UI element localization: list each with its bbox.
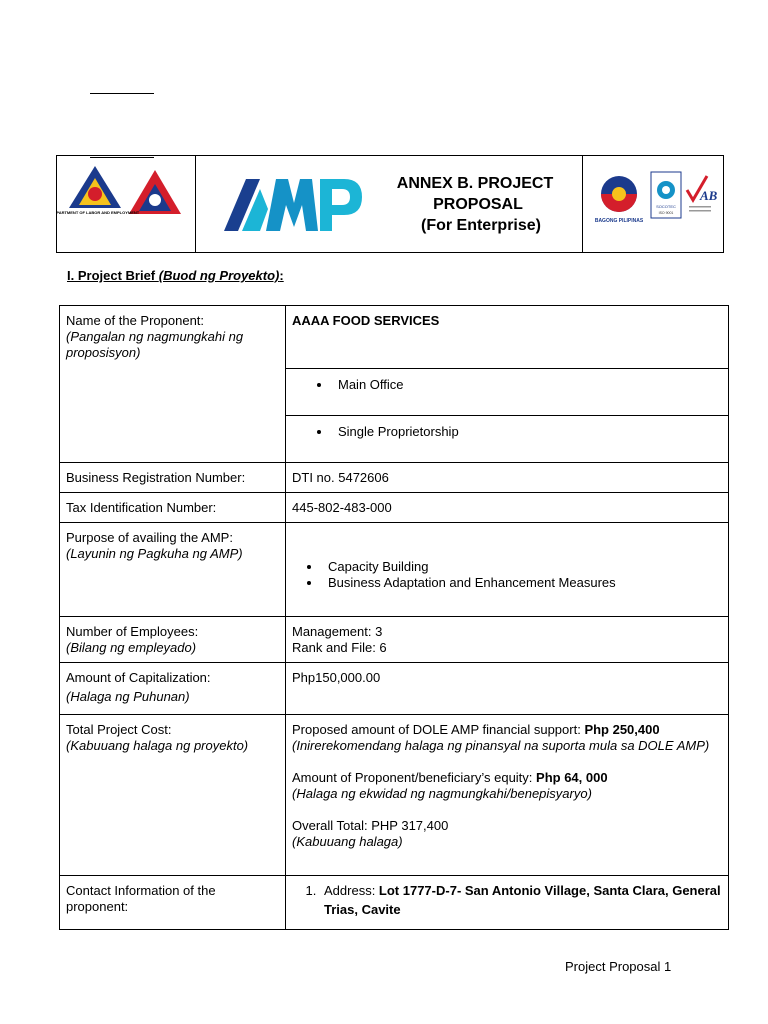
- title-line-3: (For Enterprise): [420, 216, 541, 234]
- project-brief-table: [59, 305, 729, 930]
- dole-logo-cell: [57, 156, 196, 253]
- ownership-cell: [286, 416, 729, 463]
- overall-total-it: (Kabuuang halaga): [292, 834, 403, 849]
- address-value: Lot 1777-D-7- San Antonio Village, Santa Clara, General Trias, Cavite: [324, 883, 721, 917]
- tin-value: 445-802-483-000: [286, 493, 729, 523]
- contact-value-cell: [286, 876, 729, 930]
- cost-label-cell: [60, 715, 286, 876]
- equity-label: Amount of Proponent/beneficiary’s equity:: [292, 770, 537, 785]
- capital-value: Php150,000.00: [286, 663, 729, 715]
- capital-label-it: (Halaga ng Puhunan): [66, 689, 190, 704]
- page-footer: Project Proposal 1: [565, 959, 672, 974]
- proponent-label-cell: [60, 306, 286, 463]
- tin-label: Tax Identification Number:: [60, 493, 286, 523]
- title-cell: [196, 156, 583, 253]
- proponent-label: Name of the Proponent:: [66, 313, 205, 328]
- support-value: Php 250,400: [584, 722, 660, 737]
- bagong-pilipinas-caption: BAGONG PILIPINAS: [594, 218, 644, 224]
- purpose-value-cell: [286, 523, 729, 617]
- header-table: [56, 155, 724, 253]
- cert-logos-cell: [583, 156, 724, 253]
- dole-caption: DEPARTMENT OF LABOR AND EMPLOYMENT: [57, 210, 140, 215]
- amp-logo: [220, 169, 380, 239]
- purpose-label: Purpose of availing the AMP:: [66, 530, 233, 545]
- contact-label: Contact Information of the proponent:: [60, 876, 286, 930]
- section-title-text: I. Project Brief: [67, 268, 159, 283]
- office-cell: [286, 369, 729, 416]
- purpose-label-it: (Layunin ng Pagkuha ng AMP): [66, 546, 243, 561]
- proponent-value-cell: [286, 306, 729, 369]
- purpose-item: • Business Adaptation and Enhancement Measures: [322, 575, 722, 591]
- cost-label: Total Project Cost:: [66, 722, 172, 737]
- ab-logo: [687, 176, 718, 212]
- employees-value-cell: [286, 617, 729, 663]
- support-label: Proposed amount of DOLE AMP financial support:: [292, 722, 585, 737]
- cost-label-it: (Kabuuang halaga ng proyekto): [66, 738, 249, 753]
- support-label-it: (Inirerekomendang halaga ng pinansyal na suporta mula sa DOLE AMP): [292, 738, 710, 753]
- capital-label-cell: [60, 663, 286, 715]
- employees-label: Number of Employees:: [66, 624, 199, 639]
- section-title-italic: (Buod ng Proyekto): [158, 268, 280, 283]
- title-line-1: ANNEX B. PROJECT: [396, 174, 554, 192]
- equity-label-it: (Halaga ng ekwidad ng nagmungkahi/benepisyaryo): [292, 786, 592, 801]
- iso-logo: [651, 172, 681, 218]
- proponent-value: AAAA FOOD SERVICES: [292, 313, 440, 328]
- employees-label-cell: [60, 617, 286, 663]
- section-title: [67, 268, 284, 283]
- equity-value: Php 64, 000: [536, 770, 608, 785]
- title-line-2: PROPOSAL: [433, 195, 523, 213]
- brn-value: DTI no. 5472606: [286, 463, 729, 493]
- section-title-colon: :: [279, 268, 284, 283]
- top-rule-1: [90, 93, 154, 94]
- iso-caption: SOCOTEC: [656, 204, 676, 209]
- overall-total: Overall Total: PHP 317,400: [292, 818, 449, 833]
- bagong-pilipinas-logo: [595, 176, 644, 224]
- address-item: [320, 881, 722, 919]
- capital-label: Amount of Capitalization:: [66, 670, 211, 685]
- purpose-label-cell: [60, 523, 286, 617]
- purpose-item: • Capacity Building: [322, 559, 722, 575]
- proponent-label-it: (Pangalan ng nagmungkahi ng proposisyon): [66, 329, 244, 360]
- ownership-type: • Single Proprietorship: [332, 424, 722, 440]
- cost-value-cell: [286, 715, 729, 876]
- employees-management: Management: 3: [292, 624, 383, 639]
- address-label: Address:: [324, 883, 379, 898]
- office-type: • Main Office: [332, 377, 722, 393]
- brn-label: Business Registration Number:: [60, 463, 286, 493]
- employees-label-it: (Bilang ng empleyado): [66, 640, 197, 655]
- iso-sub: ISO 9001: [658, 211, 674, 215]
- dole-logo: [57, 156, 195, 247]
- ab-text: AB: [700, 188, 718, 203]
- cert-logos: [583, 156, 723, 247]
- employees-rank-file: Rank and File: 6: [292, 640, 387, 655]
